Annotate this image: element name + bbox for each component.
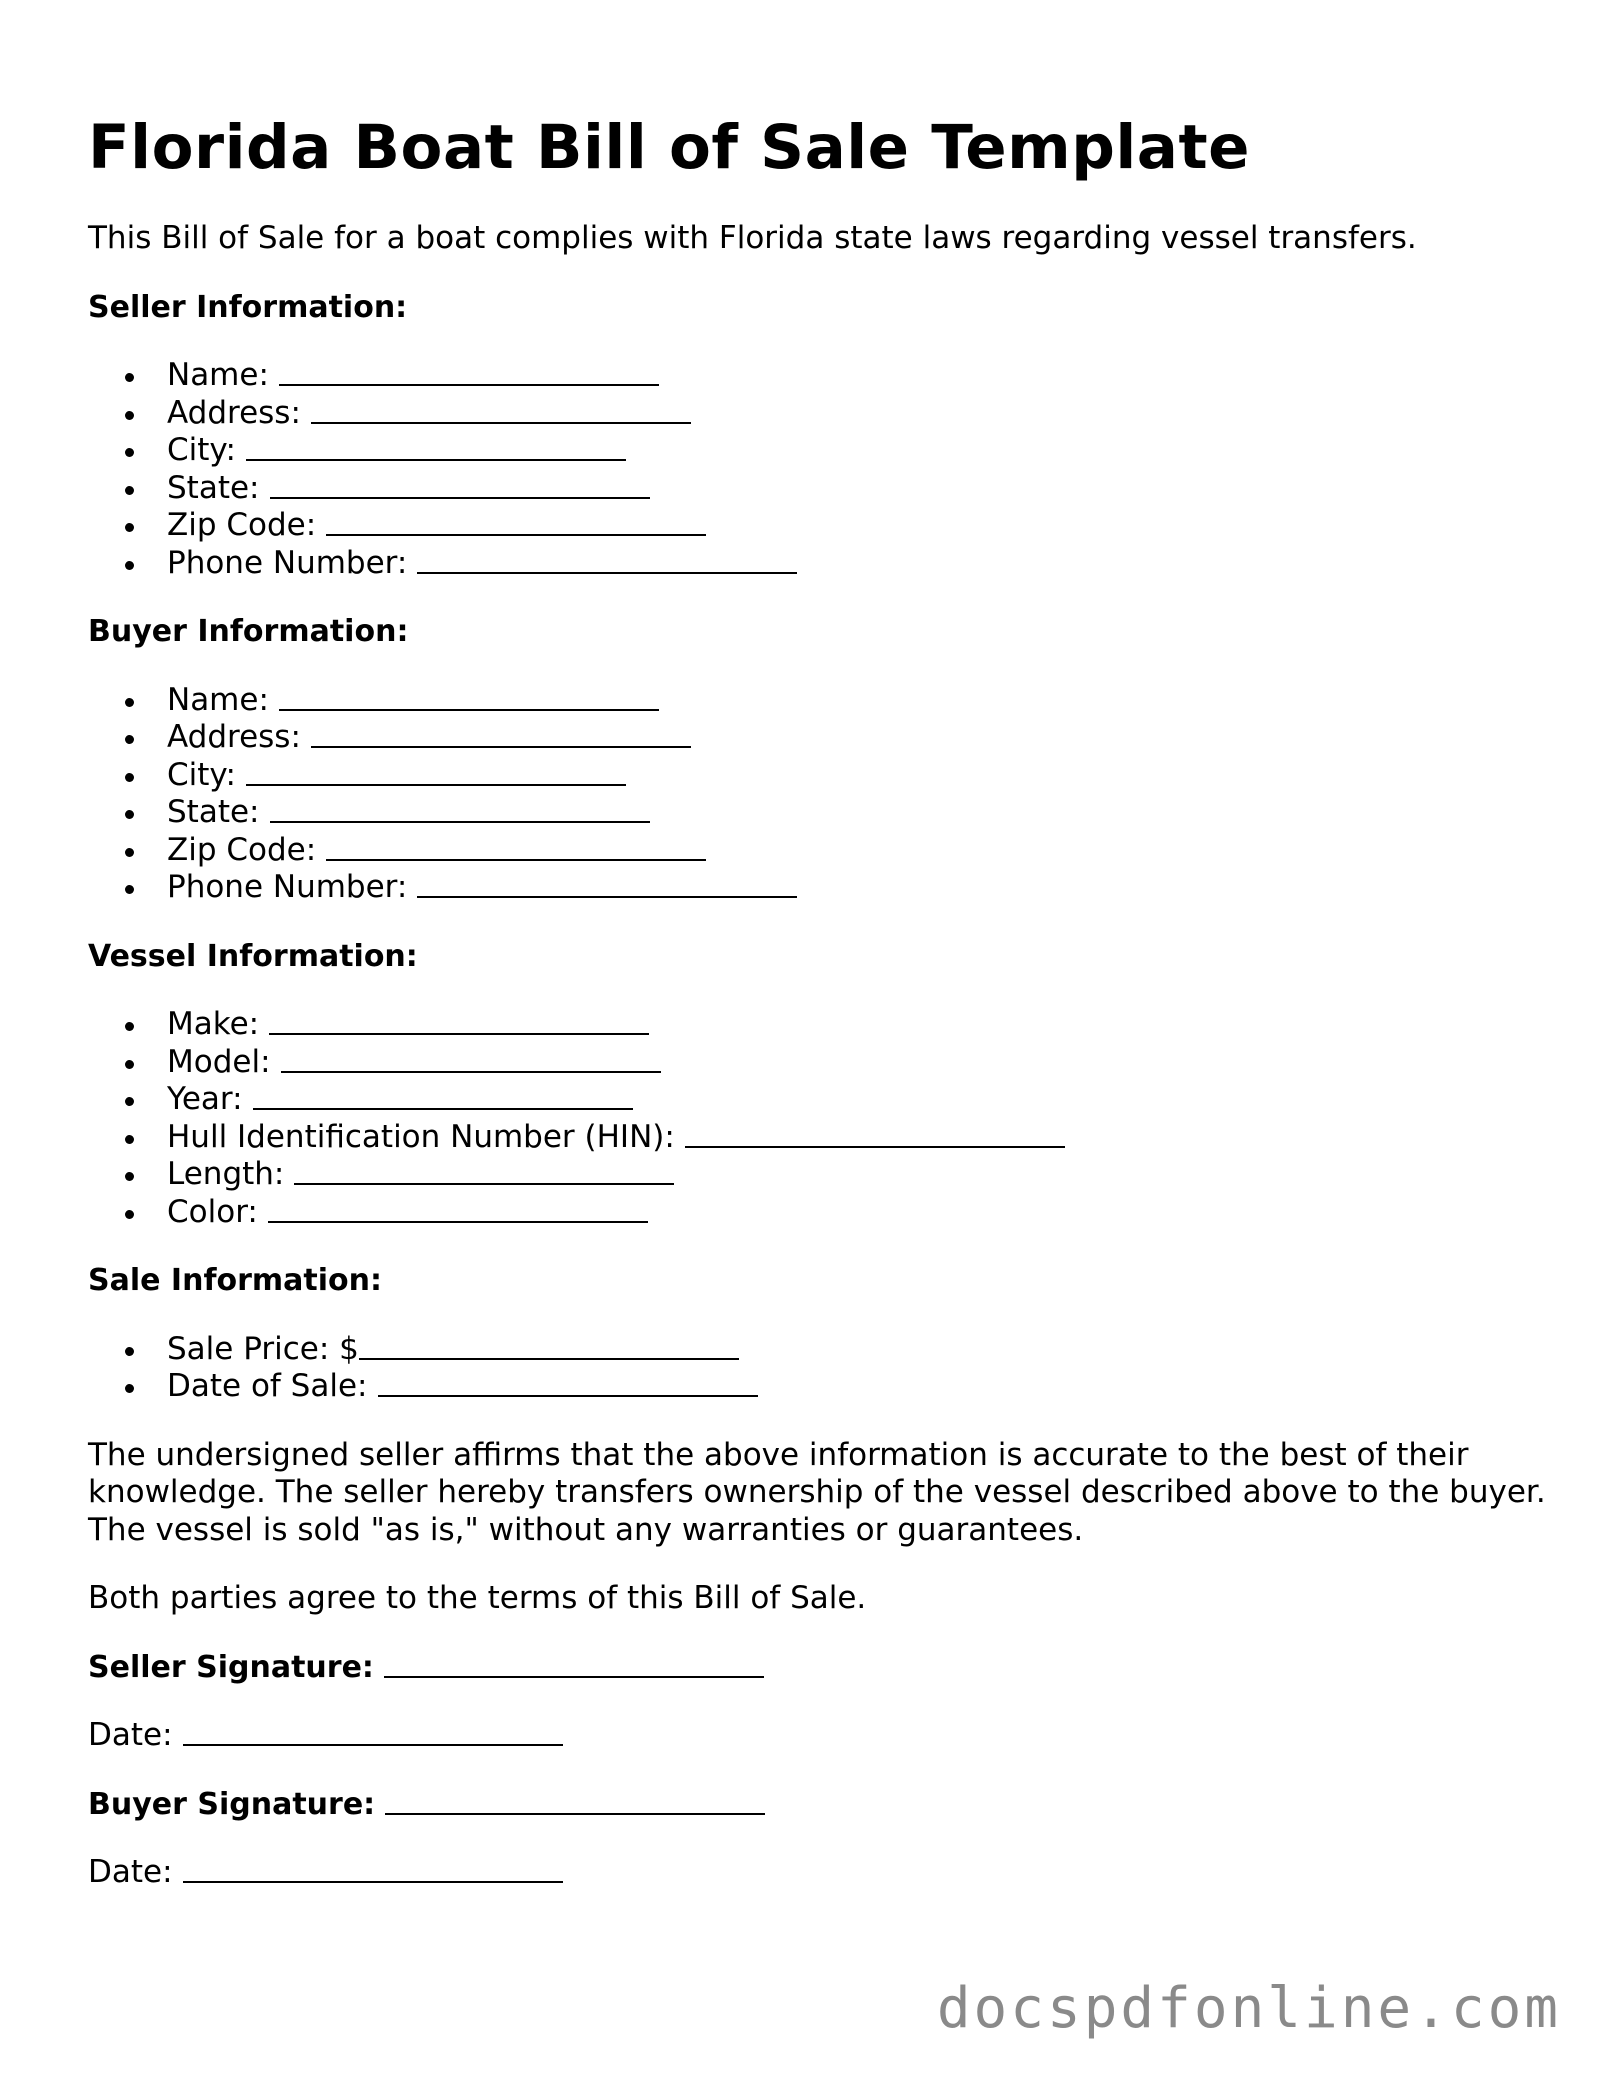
field-label: Phone Number: xyxy=(167,544,408,581)
seller-phone-field xyxy=(167,545,1548,583)
field-label: City: xyxy=(167,432,236,468)
blank-line[interactable] xyxy=(311,746,691,748)
seller-name-field xyxy=(167,357,1548,395)
field-label: Phone Number: xyxy=(167,869,408,905)
vessel-year-field xyxy=(167,1081,1548,1119)
field-label: Model: xyxy=(167,1043,271,1080)
document-title: Florida Boat Bill of Sale Template xyxy=(88,112,1250,183)
blank-line[interactable] xyxy=(417,896,797,898)
field-label: State: xyxy=(167,469,260,506)
seller-signature-row xyxy=(88,1649,1548,1687)
field-label: Make: xyxy=(167,1006,260,1042)
field-label: Name: xyxy=(167,357,269,393)
blank-line[interactable] xyxy=(281,1071,661,1073)
blank-line[interactable] xyxy=(417,572,797,574)
sale-section-heading: Sale Information: xyxy=(88,1263,382,1298)
blank-line[interactable] xyxy=(311,422,691,424)
vessel-field-list xyxy=(88,1006,1548,1231)
buyer-date-row xyxy=(88,1854,1548,1892)
blank-line[interactable] xyxy=(294,1183,674,1185)
intro-paragraph: This Bill of Sale for a boat complies with Florida state laws regarding vessel transfers. xyxy=(88,220,1417,256)
blank-line[interactable] xyxy=(270,497,650,499)
seller-signature-label: Seller Signature: xyxy=(88,1649,374,1685)
seller-field-list xyxy=(88,357,1548,582)
vessel-model-field xyxy=(167,1044,1548,1082)
blank-line[interactable] xyxy=(246,784,626,786)
buyer-section-heading: Buyer Information: xyxy=(88,614,409,649)
blank-line[interactable] xyxy=(359,1358,739,1360)
affirmation-paragraph: The undersigned seller affirms that the above information is accurate to the best of their knowledge. The seller hereby transfers ownership of the vessel described above to the buyer. The vessel is sold "as is," without any warranties or guarantees. xyxy=(88,1436,1546,1548)
vessel-hin-field xyxy=(167,1119,1548,1157)
seller-signature-line[interactable] xyxy=(384,1676,764,1678)
field-label: Hull Identification Number (HIN): xyxy=(167,1118,675,1155)
blank-line[interactable] xyxy=(246,459,626,461)
blank-line[interactable] xyxy=(685,1146,1065,1148)
seller-section-heading: Seller Information: xyxy=(88,289,408,325)
buyer-date-label: Date: xyxy=(88,1854,173,1890)
field-label: Zip Code: xyxy=(167,831,317,868)
blank-line[interactable] xyxy=(279,709,659,711)
field-label: Year: xyxy=(167,1081,243,1117)
buyer-city-field xyxy=(167,757,1548,795)
blank-line[interactable] xyxy=(326,534,706,536)
seller-date-line[interactable] xyxy=(183,1744,563,1746)
vessel-make-field xyxy=(167,1006,1548,1044)
vessel-length-field xyxy=(167,1156,1548,1194)
seller-date-row xyxy=(88,1717,1548,1755)
blank-line[interactable] xyxy=(326,859,706,861)
blank-line[interactable] xyxy=(269,1033,649,1035)
document-page xyxy=(88,108,1548,1923)
buyer-name-field xyxy=(167,682,1548,720)
seller-date-label: Date: xyxy=(88,1717,173,1753)
sale-field-list xyxy=(88,1331,1548,1406)
field-label: Length: xyxy=(167,1156,285,1192)
blank-line[interactable] xyxy=(253,1108,633,1110)
agreement-paragraph: Both parties agree to the terms of this Bill of Sale. xyxy=(88,1580,867,1616)
buyer-field-list xyxy=(88,682,1548,907)
buyer-zip-field xyxy=(167,832,1548,870)
field-label: Address: xyxy=(167,394,301,431)
buyer-address-field xyxy=(167,719,1548,757)
sale-price-field xyxy=(167,1331,1548,1369)
buyer-signature-line[interactable] xyxy=(385,1813,765,1815)
field-label: Date of Sale: xyxy=(167,1368,368,1404)
field-label: City: xyxy=(167,756,236,793)
seller-city-field xyxy=(167,432,1548,470)
seller-zip-field xyxy=(167,507,1548,545)
buyer-date-line[interactable] xyxy=(183,1881,563,1883)
vessel-color-field xyxy=(167,1194,1548,1232)
field-label: Name: xyxy=(167,681,269,718)
blank-line[interactable] xyxy=(279,384,659,386)
seller-state-field xyxy=(167,470,1548,508)
vessel-section-heading: Vessel Information: xyxy=(88,938,418,974)
field-label: Address: xyxy=(167,719,301,755)
buyer-signature-row xyxy=(88,1786,1548,1824)
watermark-text: docspdfonline.com xyxy=(936,1976,1561,2041)
buyer-signature-label: Buyer Signature: xyxy=(88,1786,376,1822)
field-label: Color: xyxy=(167,1193,258,1230)
sale-date-field xyxy=(167,1368,1548,1406)
field-label: State: xyxy=(167,794,260,830)
field-label: Zip Code: xyxy=(167,507,317,543)
field-label: Sale Price: $ xyxy=(167,1330,359,1367)
blank-line[interactable] xyxy=(268,1221,648,1223)
blank-line[interactable] xyxy=(270,821,650,823)
blank-line[interactable] xyxy=(378,1395,758,1397)
buyer-phone-field xyxy=(167,869,1548,907)
seller-address-field xyxy=(167,395,1548,433)
buyer-state-field xyxy=(167,794,1548,832)
